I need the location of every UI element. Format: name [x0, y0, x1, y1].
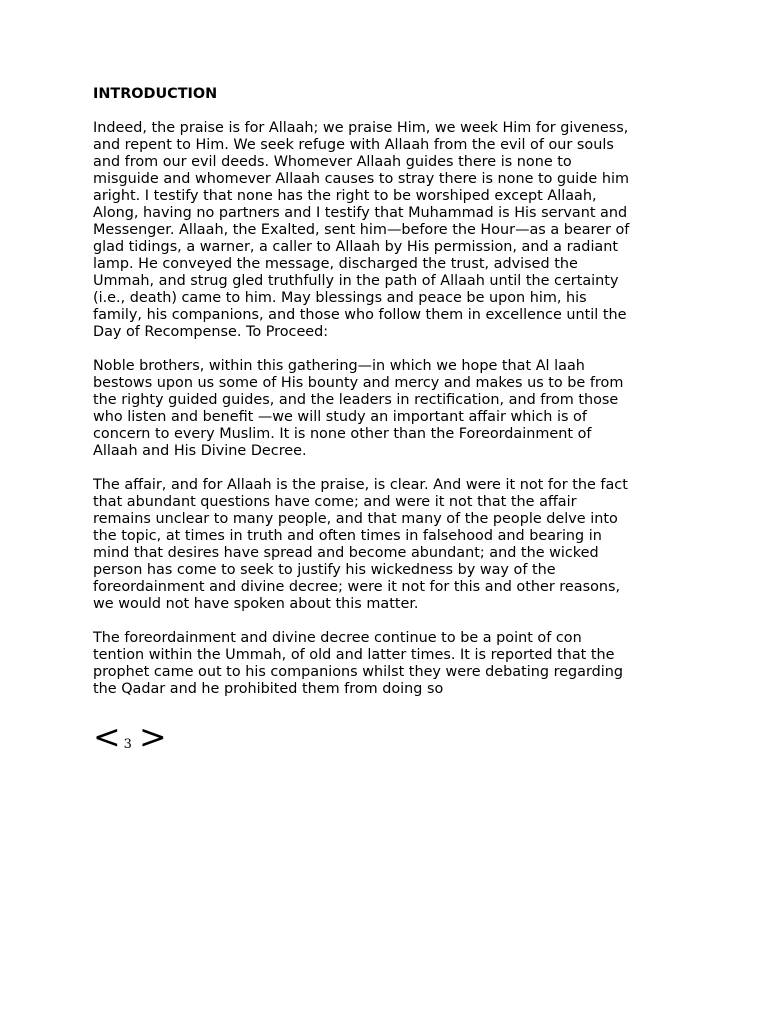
text-line: aright. I testify that none has the right to be worshiped except Allaah,: [93, 188, 597, 204]
text-line: and repent to Him. We seek refuge with Allaah from the evil of our souls: [93, 137, 614, 153]
next-page-arrow[interactable]: >: [138, 717, 167, 756]
paragraph-4: [93, 630, 683, 698]
text-line: mind that desires have spread and become abundant; and the wicked: [93, 545, 599, 561]
text-line: tention within the Ummah, of old and latter times. It is reported that the: [93, 647, 615, 663]
text-line: (i.e., death) came to him. May blessings and peace be upon him, his: [93, 290, 587, 306]
paragraph-2: [93, 358, 683, 460]
text-line: remains unclear to many people, and that many of the people delve into: [93, 511, 618, 527]
text-line: Along, having no partners and I testify that Muhammad is His servant and: [93, 205, 628, 221]
text-line: concern to every Muslim. It is none other than the Foreordainment of: [93, 426, 592, 442]
text-line: Ummah, and strug gled truthfully in the path of Allaah until the certainty: [93, 273, 619, 289]
text-line: The foreordainment and divine decree continue to be a point of con: [93, 630, 582, 646]
text-line: the topic, at times in truth and often times in falsehood and bearing in: [93, 528, 602, 544]
prev-page-arrow[interactable]: <: [93, 717, 121, 756]
text-line: the Qadar and he prohibited them from doing so: [93, 681, 444, 697]
text-line: Noble brothers, within this gathering—in which we hope that Al laah: [93, 358, 585, 374]
text-line: that abundant questions have come; and were it not that the affair: [93, 494, 577, 510]
text-line: foreordainment and divine decree; were it not for this and other reasons,: [93, 579, 621, 595]
text-line: and from our evil deeds. Whomever Allaah guides there is none to: [93, 154, 572, 170]
text-line: family, his companions, and those who follow them in excellence until the: [93, 307, 627, 323]
paragraph-3: [93, 477, 683, 613]
text-line: lamp. He conveyed the message, discharged the trust, advised the: [93, 256, 578, 272]
section-heading: INTRODUCTION: [93, 86, 218, 102]
text-line: who listen and benefit —we will study an important affair which is of: [93, 409, 587, 425]
text-line: The affair, and for Allaah is the praise, is clear. And were it not for the fact: [93, 477, 628, 493]
text-line: person has come to seek to justify his wickedness by way of the: [93, 562, 556, 578]
text-line: glad tidings, a warner, a caller to Allaah by His permission, and a radiant: [93, 239, 619, 255]
text-line: prophet came out to his companions whilst they were debating regarding: [93, 664, 624, 680]
pagination: [93, 719, 167, 755]
text-line: we would not have spoken about this matter.: [93, 596, 419, 612]
text-line: Messenger. Allaah, the Exalted, sent him—before the Hour—as a bearer of: [93, 222, 630, 238]
text-line: misguide and whomever Allaah causes to stray there is none to guide him: [93, 171, 630, 187]
document-page: [93, 86, 683, 715]
paragraph-1: [93, 120, 683, 341]
page-number: 3: [123, 737, 132, 752]
text-line: Day of Recompense. To Proceed:: [93, 324, 329, 340]
text-line: Allaah and His Divine Decree.: [93, 443, 307, 459]
text-line: the righty guided guides, and the leaders in rectification, and from those: [93, 392, 619, 408]
text-line: Indeed, the praise is for Allaah; we praise Him, we week Him for giveness,: [93, 120, 629, 136]
text-line: bestows upon us some of His bounty and mercy and makes us to be from: [93, 375, 624, 391]
